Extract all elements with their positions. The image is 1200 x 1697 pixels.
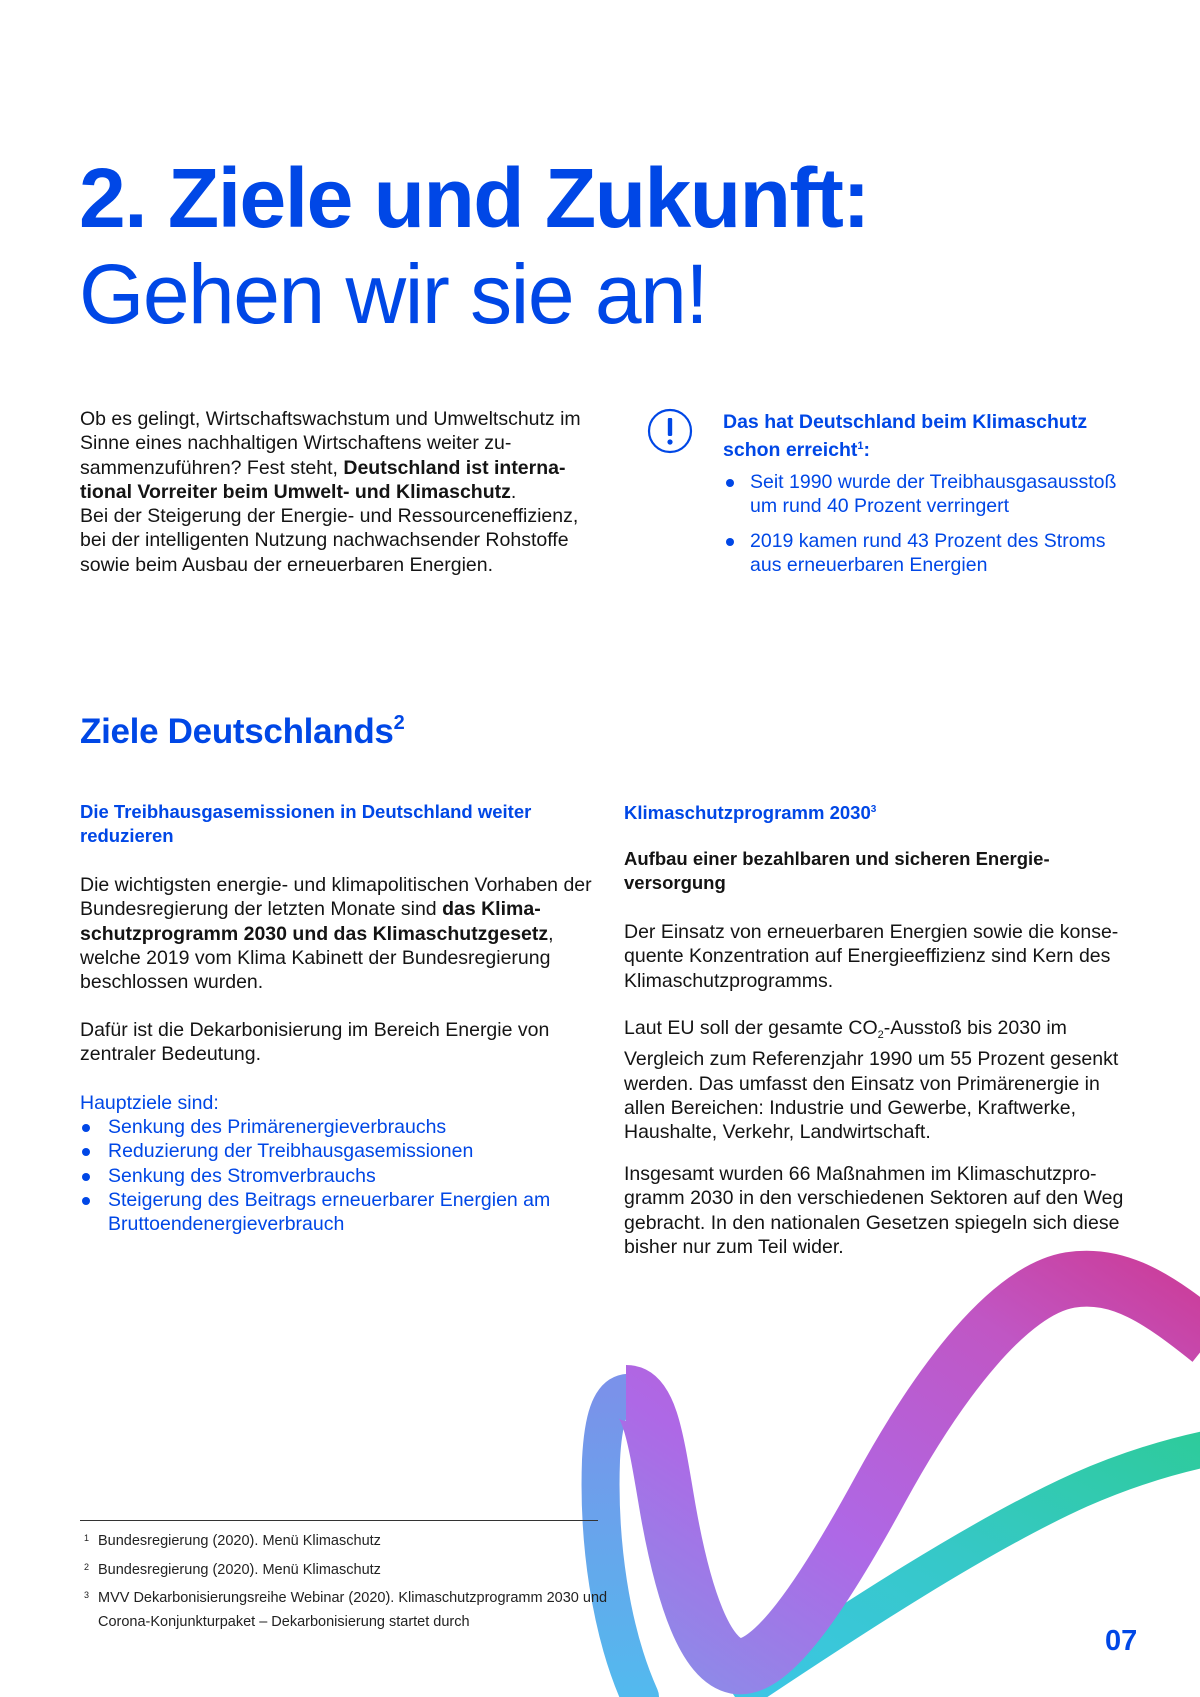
footnote-ref: 1 [857,440,864,453]
right-heading: Aufbau einer bezahlbaren und sicheren Energieversorgung [624,848,1050,894]
list-item-text: Seit 1990 wurde der Treibhausgasausstoß um rund 40 Prozent verringert [750,471,1117,518]
section-title [80,712,404,752]
page-title-line2: Gehen wir sie an! [79,247,708,341]
bullet-icon [82,1197,90,1205]
list-item [80,1115,600,1139]
intro-bold-text: Deutschland ist international Vorreiter beim Umwelt- und Klimaschutz [80,456,566,503]
list-item [80,1139,600,1163]
intro-paragraph [80,407,600,577]
footnote-text: Bundesregierung (2020). Menü Klimaschutz [98,1561,381,1578]
bullet-icon [726,479,734,487]
page-title-line1: 2. Ziele und Zukunft: [79,151,869,245]
right-subheading-text: Klimaschutzprogramm 2030 [624,802,871,823]
intro-text-second: Bei der Steigerung der Energie- und Ressourceneffizienz, bei der intelligenten Nutzung nachwachsender Rohstoffe sowie beim Ausbau der erneuerbaren Energien. [80,505,579,576]
page-number: 07 [1105,1625,1138,1657]
callout-title [723,410,1123,463]
co2-subscript: 2 [877,1029,884,1041]
footnotes-list [80,1530,610,1640]
list-item [80,1188,600,1237]
bullet-icon [726,538,734,546]
callout-title-suffix: : [863,439,871,462]
bullet-icon [82,1148,90,1156]
list-item [723,529,1133,578]
right-paragraph-1: Der Einsatz von erneuerbaren Energien sowie die konsequente Konzentration auf Energieeffizienz sind Kern des Klimaschutzprogramms. [624,921,1119,992]
footnote-text: MVV Dekarbonisierungsreihe Webinar (2020). Klimaschutzprogramm 2030 und Corona-Konjunkturpaket – Dekarbonisierung startet durch [98,1590,608,1631]
right-paragraph-3: Insgesamt wurden 66 Maßnahmen im Klimaschutzprogramm 2030 in den verschiedenen Sektoren auf den Weg gebracht. In den nationalen Gesetzen spiegeln sich diese bisher nur zum Teil wider. [624,1163,1124,1258]
list-item-text: Steigerung des Beitrags erneuerbarer Energien am Bruttoendenergieverbrauch [108,1188,551,1236]
left-paragraph-2: Dafür ist die Dekarbonisierung im Bereich Energie von zentraler Bedeutung. [80,1019,550,1066]
list-item-text: Senkung des Stromverbrauchs [108,1164,376,1187]
callout-list [723,470,1133,587]
right-p2-text-end: -Ausstoß bis 2030 im Vergleich zum Referenzjahr 1990 um 55 Prozent gesenkt werden. Das umfasst den Einsatz von Primärenergie in allen Bereichen: Industrie und Gewerbe, Kraftwerke, Haushalte, Verkehr, Landwirtschaft. [624,1017,1119,1144]
goals-list [80,1115,600,1236]
footnote-number: 3 [84,1590,90,1601]
right-paragraph-2 [624,1016,1124,1144]
footnote-ref: 2 [393,712,405,734]
left-p1-bold: das Klimaschutzprogramm 2030 und das Klimaschutzgesetz [80,898,549,945]
goals-label: Hauptziele sind: [80,1092,219,1114]
intro-text: Ob es gelingt, Wirtschaftswachstum und Umweltschutz im Sinne eines nachhaltigen Wirtschaftens weiter zusammenzuführen? Fest steht, [80,408,581,479]
list-item [80,1164,600,1188]
footnote-number: 2 [84,1561,90,1572]
footnote-divider [80,1520,598,1521]
right-subheading [624,798,876,825]
list-item-text: Reduzierung der Treibhausgasemissionen [108,1140,474,1163]
section-title-text: Ziele Deutschlands [80,712,394,751]
right-p2-text: Laut EU soll der gesamte CO [624,1017,878,1039]
footnote-number: 1 [84,1533,90,1543]
bullet-icon [82,1173,90,1181]
exclamation-circle-icon [647,408,693,454]
footnote-text: Bundesregierung (2020). Menü Klimaschutz [98,1533,381,1549]
left-p1-text-end: , welche 2019 vom Klima Kabinett der Bundesregierung beschlossen wurden. [80,922,554,994]
left-p1-text: Die wichtigsten energie- und klimapolitischen Vorhaben der Bundesregierung der letzten Monate sind [80,874,592,921]
footnote-item [80,1530,610,1554]
footnote-item [80,1559,610,1583]
bullet-icon [82,1124,90,1132]
footnote-ref: 3 [870,804,877,815]
left-subheading: Die Treibhausgasemissionen in Deutschland weiter reduzieren [80,801,532,847]
footnote-item [80,1587,610,1634]
list-item-text: 2019 kamen rund 43 Prozent des Stroms aus erneuerbaren Energien [750,529,1106,576]
intro-text-end: . [510,480,517,503]
page-title [79,150,869,342]
list-item [723,470,1133,519]
list-item-text: Senkung des Primärenergieverbrauchs [108,1116,447,1138]
left-paragraph-1 [80,873,600,994]
callout-title-text: Das hat Deutschland beim Klimaschutz schon erreicht [723,411,1088,462]
